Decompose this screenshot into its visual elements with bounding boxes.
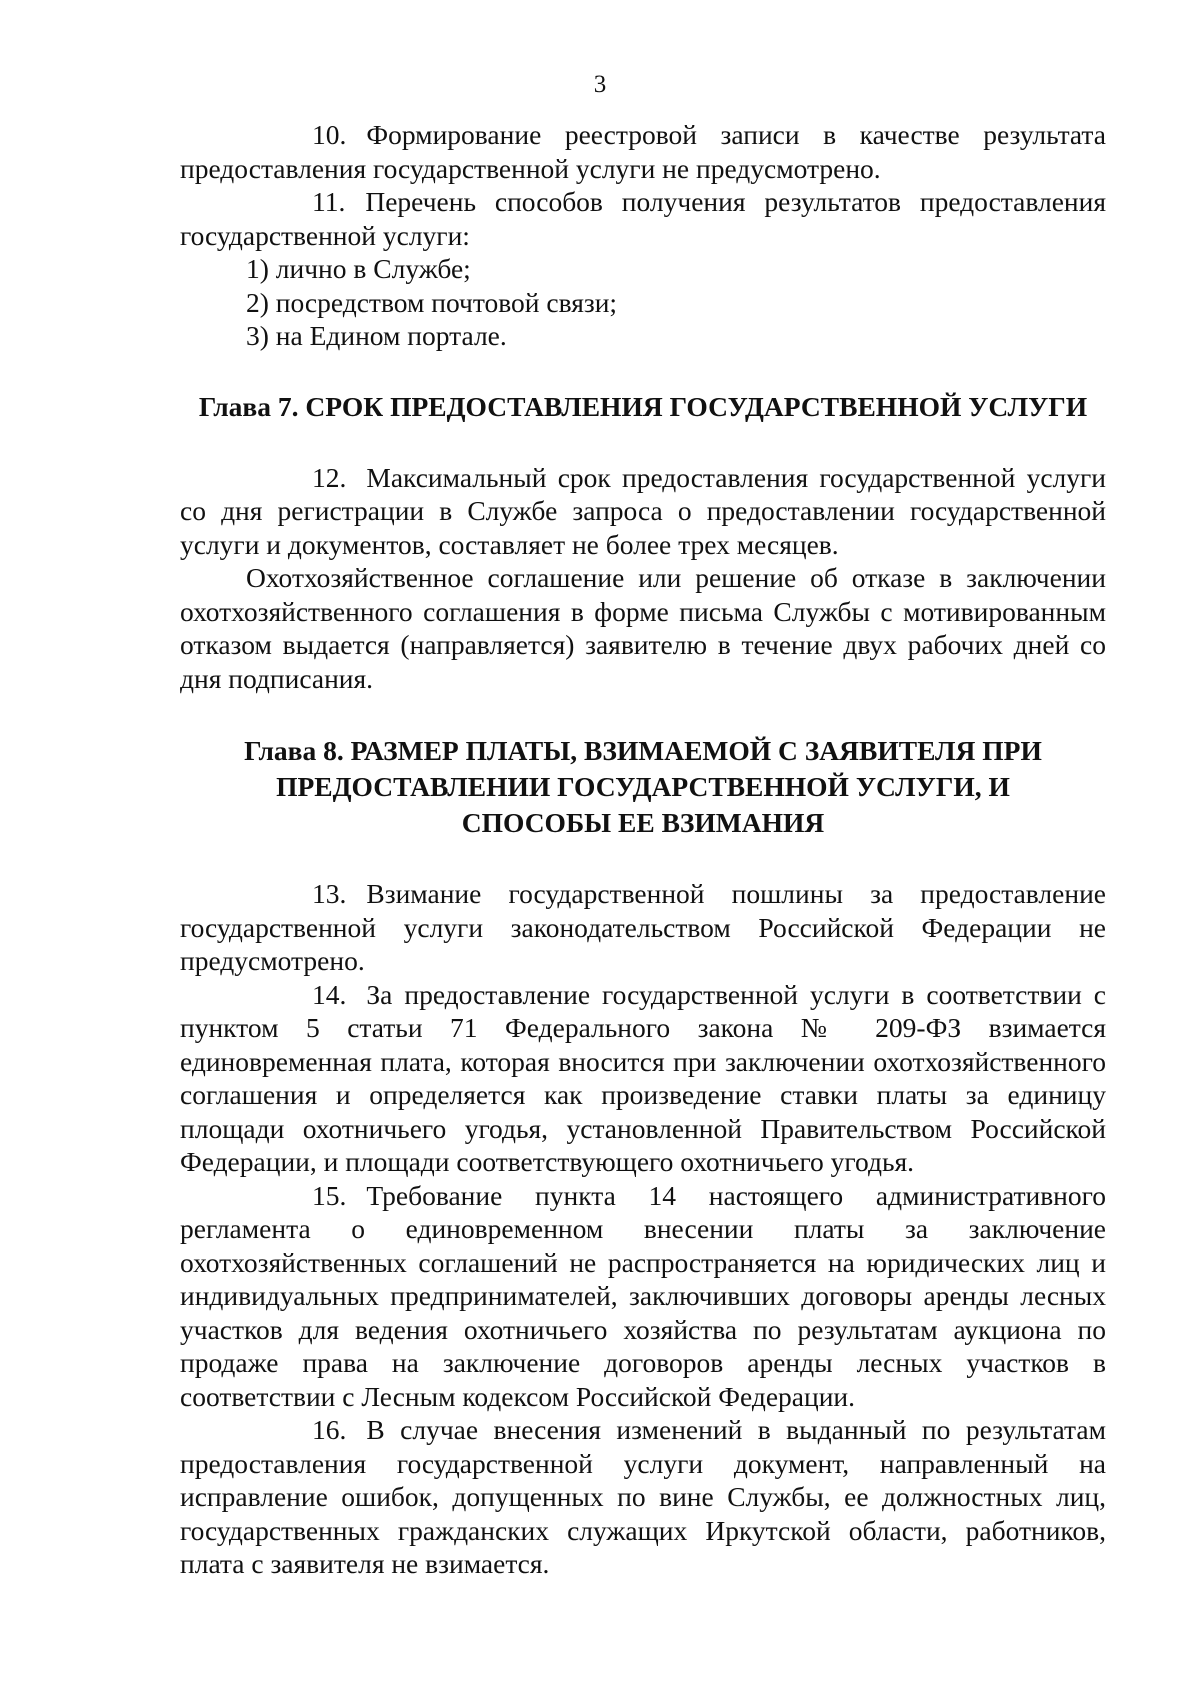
paragraph-number: 13. bbox=[312, 878, 347, 909]
paragraph-number: 12. bbox=[312, 461, 347, 493]
paragraph-12 bbox=[180, 461, 1106, 562]
list-item: 3) на Едином портале. bbox=[246, 320, 507, 351]
paragraph-number: 15. bbox=[312, 1179, 347, 1211]
chapter-8-heading: Глава 8. РАЗМЕР ПЛАТЫ, ВЗИМАЕМОЙ С ЗАЯВИТЕЛЯ ПРИ ПРЕДОСТАВЛЕНИИ ГОСУДАРСТВЕННОЙ УСЛУГИ, И СПОСОБЫ ЕЕ ВЗИМАНИЯ bbox=[244, 735, 1042, 838]
list-item: 1) лично в Службе; bbox=[246, 253, 471, 284]
paragraph-text: Перечень способов получения результатов предоставления государственной услуги: bbox=[180, 186, 1106, 251]
paragraph-number: 10. bbox=[312, 119, 347, 150]
list-item: 2) посредством почтовой связи; bbox=[246, 286, 618, 318]
paragraph-13 bbox=[180, 877, 1106, 978]
paragraph-text: Формирование реестровой записи в качестве результата предоставления государственной услуги не предусмотрено. bbox=[180, 119, 1106, 184]
paragraph-number: 14. bbox=[312, 978, 347, 1010]
paragraph-number: 11. bbox=[312, 186, 346, 217]
page-number: 3 bbox=[593, 71, 607, 98]
paragraph-text: В случае внесения изменений в выданный по результатам предоставления государственной услуги документ, направленный на исправление ошибок, допущенных по вине Службы, ее должностных лиц, государственных гражданских служащих Иркутской области, работников, плата с заявителя не взимается. bbox=[180, 1414, 1106, 1579]
paragraph-text: Требование пункта 14 настоящего административного регламента о единовременном внесении платы за заключение охотхозяйственных соглашений не распространяется на юридических лиц и индивидуальных предпринимателей, заключивших договоры аренды лесных участков для ведения охотничьего хозяйства по результатам аукциона по продаже права на заключение договоров аренды лесных участков в соответствии с Лесным кодексом Российской Федерации. bbox=[180, 1179, 1106, 1412]
paragraph-number: 16. bbox=[312, 1414, 347, 1445]
document-body bbox=[180, 118, 1106, 1581]
paragraph-11 bbox=[180, 185, 1106, 252]
paragraph-16 bbox=[180, 1413, 1106, 1581]
paragraph-10 bbox=[180, 118, 1106, 185]
paragraph-text: Максимальный срок предоставления государственной услуги со дня регистрации в Службе запроса о предоставлении государственной услуги и документов, составляет не более трех месяцев. bbox=[180, 461, 1106, 560]
paragraph-15 bbox=[180, 1179, 1106, 1414]
paragraph-text: Взимание государственной пошлины за предоставление государственной услуги законодательством Российской Федерации не предусмотрено. bbox=[180, 878, 1106, 976]
chapter-7-heading: Глава 7. СРОК ПРЕДОСТАВЛЕНИЯ ГОСУДАРСТВЕННОЙ УСЛУГИ bbox=[198, 390, 1088, 422]
paragraph-14 bbox=[180, 978, 1106, 1179]
paragraph-12-continuation: Охотхозяйственное соглашение или решение об отказе в заключении охотхозяйственного соглашения в форме письма Службы с мотивированным отказом выдается (направляется) заявителю в течение двух рабочих дней со дня подписания. bbox=[180, 562, 1106, 694]
paragraph-text: За предоставление государственной услуги в соответствии с пунктом 5 статьи 71 Федерального закона № 209-ФЗ взимается единовременная плата, которая вносится при заключении охотхозяйственного соглашения и определяется как произведение ставки платы за единицу площади охотничьего угодья, установленной Правительством Российской Федерации, и площади соответствующего охотничьего угодья. bbox=[180, 978, 1106, 1177]
